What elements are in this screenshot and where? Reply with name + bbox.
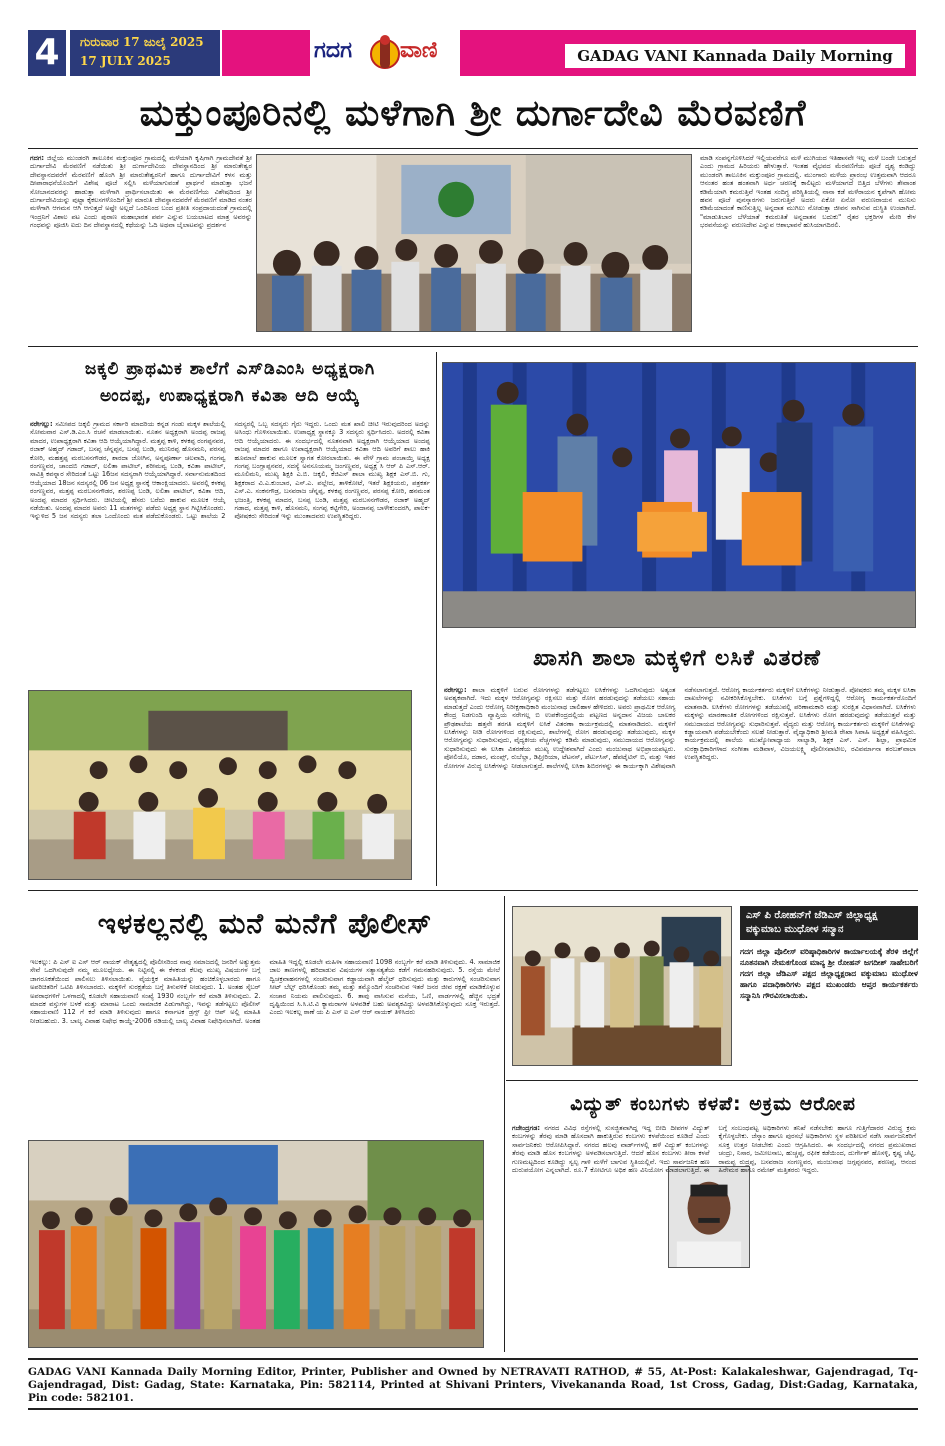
article-sdmc-body <box>30 420 430 680</box>
logo-word-right: ವಾಣಿ <box>400 38 438 63</box>
headline-electric: ವಿದ್ಯುತ್ ಕಂಬಗಳು ಕಳಪೆ: ಅಕ್ರಮ ಆರೋಪ <box>570 1093 856 1115</box>
photo-sp-honour <box>512 906 732 1066</box>
issue-date <box>70 30 220 76</box>
dateline: ಗದಗ: <box>30 154 45 162</box>
headline-sdmc <box>28 356 432 410</box>
headline-vaccine: ಖಾಸಗಿ ಶಾಲಾ ಮಕ್ಕಳಿಗೆ ಲಸಿಕೆ ವಿತರಣೆ <box>533 646 821 671</box>
headline-sdmc-line1: ಜಕ್ಕಲಿ ಪ್ರಾಥಮಿಕ ಶಾಲೆಗೆ ಎಸ್‌ಡಿಎಂಸಿ ಅಧ್ಯಕ್ಷರಾಗಿ <box>84 359 376 379</box>
photo-sdmc-members <box>28 690 412 880</box>
article-durgadevi-left <box>30 154 252 338</box>
honour-article <box>740 906 918 1001</box>
dateline: ನರೇಗಲ್ಲು: <box>444 686 467 694</box>
headline-durgadevi: ಮಕ್ತುಂಪೂರಿನಲ್ಲಿ ಮಳೆಗಾಗಿ ಶ್ರೀ ದುರ್ಗಾದೇವಿ ಮೆರವಣಿಗೆ <box>139 93 807 134</box>
logo-word-left: ಗದಗ <box>314 38 353 63</box>
dateline: ನರೇಗಲ್ಲು: <box>30 420 53 428</box>
page-number: 4 <box>28 30 66 76</box>
article-durgadevi-right: ಮಾಡಿ ಸಂಪನ್ನಗೊಳಿಸಿದರೆ ಇಲ್ಲಿಯವರೆಗೂ ಮಳೆ ಮುಗಿಯದ ಇತಿಹಾಸವೇ ಇಲ್ಲ ಮಳೆ ಬಂದೇ ಬರುತ್ತದೆ ಎಂದು ಗ್ರಾಮದ ಹಿರಿಯರು ಹೇಳುತ್ತಾರೆ. ಇಂತಹ ವೈಭವದ ಮೆರವಣಿಗೆಯ ಪೂಜೆ ದೃಶ್ಯ ಕಂಡಿದ್ದು ಮುಂಡರಗಿ ತಾಲೂಕಿನ ಮಕ್ತುಂಪೂರ ಗ್ರಾಮದಲ್ಲಿ. ಮುಂಗಾರು ಮಳೆಯ ಪ್ರಾರಂಭ ಉತ್ತಮವಾಗಿ ಆದರೂ ಆನಂತರ ಹಂತ ಹಂತವಾಗಿ ಅರ್ಧ ಚರಣಕ್ಕೆ ಕಾಲಿಟ್ಟರು ಮಳೆಯಾಗದೆ ಬಿತ್ತಿದ ಬೆಳೆಗಳು ತೇವಾಂಶ ಕಡಿಮೆಯಾಗಿ ಕಮರುತ್ತಿವೆ ಇಂತಹ ಸಂದಿಗ್ಧ ಪರಿಸ್ಥಿತಿಯಲ್ಲಿ ನಾನಾ ಕಡೆ ಮಳೆರಾಯನ ಕೃಪೆಗಾಗಿ ಹೋಮ ಹವನ ಪೂಜೆ ಪುನಸ್ಕಾರಗಳು ಜರುಗುತ್ತಿವೆ ಅದರು ಏಕೋ ಏನೋ ವರುಣರಾಯನ ಮುನಿಸು ಕಡಿಮೆಯಾದಂತೆ ಕಾಣಿಸುತ್ತಿಲ್ಲ ಅನ್ನದಾತ ಮುಗಿಲು ನೋಡುತ್ತಾ ಜೀವನ ಸಾಗಿಸುವ ದುಸ್ಥಿತಿ ಉಂಟಾಗಿದೆ. "ಮಾಡುತಿಬಾರ ಬೆಳೆಯಾತೆ ಕಮರುತಿತೆ ಅನ್ನದಾತನ ಬದುಕು" ರೈತರ ಭಕ್ತರಿಗಳ ಮೇರಿ ಕೇಳ ಭರವಸೆಯನ್ನು ವರುಣದೇವ ಎನ್ನುವ ಆಶಾಭಾವನೆ ಹುಸಿಯಾಗದಿರಲಿ. <box>700 154 916 230</box>
headline-sdmc-line2: ಅಂದಪ್ಪ, ಉಪಾಧ್ಯಕ್ಷರಾಗಿ ಕವಿತಾ ಆದಿ ಆಯ್ಕೆ <box>99 386 361 406</box>
article-electric-body <box>512 1124 916 1350</box>
photo-vaccination-event <box>442 362 916 628</box>
newspaper-logo <box>310 30 460 76</box>
photo-procession <box>256 154 692 332</box>
dateline: ಗಜೇಂದ್ರಗಡ: <box>512 1124 541 1132</box>
article-body: ನಗರದ ವಿವಿಧ ರಸ್ತೆಗಳಲ್ಲಿ ಸುಸಜ್ಜಿತವಾಗಿದ್ದ ಇದ್ದ ಬೀದಿ ದೀಪಗಳ ವಿದ್ಯುತ್ ಕಂಬಗಳನ್ನು ತೆರವು ಮಾಡಿ ಹೊಸದಾಗಿ ಹಾಕುತ್ತಿರುವ ಕಂಬಗಳು ಕಳಪೆಯಿಂದ ಕೂಡಿದೆ ಎಂದು ಸಾರ್ವಜನಿಕರು ಆರೋಪಿಸಿದ್ದಾರೆ. ನಗರದ ಹಲವು ವಾರ್ಡ್‌ಗಳಲ್ಲಿ ಹಳೆ ವಿದ್ಯುತ್ ಕಂಬಗಳನ್ನು ತೆರವು ಮಾಡಿ ಹೊಸ ಕಂಬಗಳನ್ನು ಅಳವಡಿಸಲಾಗುತ್ತಿದೆ. ಆದರೆ ಹೊಸ ಕಂಬಗಳು ತೀರಾ ಕಳಪೆ ಗುಣಮಟ್ಟದಿಂದ ಕೂಡಿದ್ದು ಸ್ವಲ್ಪ ಗಾಳಿ ಮಳೆಗೆ ಬಾಗುವ ಸ್ಥಿತಿಯಲ್ಲಿವೆ. ಇದು ಸಾರ್ವಜನಿಕ ಹಣ ದುರುಪಯೋಗ ಎನ್ನಲಾಗಿದೆ. ರೂ.7 ಕೋಟಿಗೂ ಅಧಿಕ ಹಣ ವಿನಿಯೋಗ ಮಾಡಲಾಗುತ್ತಿದೆ. ಈ ಬಗ್ಗೆ ಸಂಬಂಧಪಟ್ಟ ಅಧಿಕಾರಿಗಳು ತನಿಖೆ ನಡೆಸಬೇಕು ಹಾಗೂ ಗುತ್ತಿಗೆದಾರರ ವಿರುದ್ಧ ಕ್ರಮ ಕೈಗೊಳ್ಳಬೇಕು. ಜೆಸ್ಕಾಂ ಹಾಗೂ ಪುರಸಭೆ ಅಧಿಕಾರಿಗಳು ಸ್ಥಳ ಪರಿಶೀಲನೆ ನಡೆಸಿ ಸಾರ್ವಜನಿಕರಿಗೆ ಸೂಕ್ತ ಉತ್ತರ ನೀಡಬೇಕು ಎಂದು ಆಗ್ರಹಿಸಿದರು. ಈ ಸಂದರ್ಭದಲ್ಲಿ ನಗರದ ಪ್ರಮುಖರಾದ ಚಂದ್ರು, ನಿಸಾರ, ಜಮೀಲಸಾಬ, ಹುಚ್ಚಪ್ಪ, ರಫೀಕ ಕಡೆಯಿಂದ, ದುರ್ಗೇಶ್ ಹೊಸಳ್ಳಿ, ಕೃಷ್ಣ ಚೆಟ್ಟಿ, ರಾಮಪ್ಪ ರುದ್ರಪ್ಪ, ಬಸವರಾಜ ಸಂಗಣ್ಣವರ, ಮಂಜುನಾಥ ಜಗ್ಗಪ್ಪನವರ, ಶರಣಪ್ಪ, ಆನಂದ ಹಿರೇಮಠ ಹಾಗೂ ರಮೇಶ್ ಮತ್ತಿತರರು ಇದ್ದರು. <box>512 1124 916 1175</box>
article-police-body: ಇಲಕಲ್ಲು: ಪಿ ಎಸ್ ಐ ಎಸ್ ಆರ್ ನಾಯಕ್ ನೇತೃತ್ವದಲ್ಲಿ ಪೊಲೀಸರಿಂದ ನಾವು ಸಮಾಜದಲ್ಲಿ ಜನರಿಗೆ ಅತ್ಯುತ್ತಮ ಸೇವೆ ಒದಗಿಸುವುದೇ ನಮ್ಮ ಮೂಲಧ್ಯೇಯ. ಈ ನಿಟ್ಟಿನಲ್ಲಿ ಈ ಕೆಳಕಂಡ ಕೆಲವು ಮುಖ್ಯ ವಿಷಯಗಳ ಬಗ್ಗೆ ಜಾಗರೂಕತೆಯಿಂದ ಪಾಲಿಸಲು ತಿಳಿಸಲಾಯಿತು. ವೈಯಕ್ತಿಕ ಮಾಹಿತಿಯನ್ನು ಹಂಚಿಕೊಳ್ಳಬಾರದು ಹಾಗೂ ಅಪರಿಚಿತರಿಗೆ ಒಟಿಪಿ ತಿಳಿಸಬಾರದು. ಮಕ್ಕಳಿಗೆ ಸುರಕ್ಷತೆಯ ಬಗ್ಗೆ ತಿಳುವಳಿಕೆ ನೀಡುವುದು. 1. ಅಂತಹ ಸೈಬರ್ ಅಪರಾಧಗಳಿಗೆ ಒಳಗಾದಲ್ಲಿ ಕೂಡಲೇ ಸಹಾಯವಾಣಿ ಸಂಖ್ಯೆ 1930 ನಂಬ್ಬರ್ಗೆ ಕರೆ ಮಾಡಿ ತಿಳಿಸುವುದು. 2. ಮಾದಕ ವಸ್ತುಗಳ ಬಳಕೆ ಮತ್ತು ಮಾರಾಟ ಒಂದು ಸಾಮಾಜಿಕ ಪಿಡುಗಾಗಿದ್ದು, ಇವನ್ನು ತಡೆಗಟ್ಟಲು ಪೊಲೀಸ್ ಸಹಾಯವಾಣಿ 112 ಗೆ ಕರೆ ಮಾಡಿ ತಿಳಿಸುವುದು ಹಾಗೂ ಕರ್ನಾಟಕ ಡ್ರಗ್ಸ್ ಫ್ರೀ ಆಪ್ ಅಲ್ಲಿ ಮಾಹಿತಿ ನೀಡಬಹುದು. 3. ಬಾಲ್ಯ ವಿವಾಹ ನಿಷೇಧ ಕಾಯ್ದೆ-2006 ರಡಿಯಲ್ಲಿ ಬಾಲ್ಯ ವಿವಾಹ ನಿಷೇಧಿಸಲಾಗಿದೆ. ಅಂತಹ ಮಾಹಿತಿ ಇದ್ದಲ್ಲಿ ಕೂಡಲೇ ಮಹಿಳಾ ಸಹಾಯವಾಣಿ 1098 ನಂಬ್ಬರ್ಗೆ ಕರೆ ಮಾಡಿ ತಿಳಿಸುವುದು. 4. ಸಾಮಾಜಿಕ ಜಾಲ ತಾಣಗಳಲ್ಲಿ ಹರಿದಾಡುವ ವಿಷಯಗಳ ಸತ್ಯಾಸತ್ಯತೆಯ ಕಡೆಗೆ ಗಮನಹರಿಸುವುದು. 5. ರಸ್ತೆಯ ಮೇಲೆ ದ್ವಿಚಕ್ರವಾಹನಗಳಲ್ಲಿ ಸಂಚರಿಸುವಾಗ ಕಡ್ಡಾಯವಾಗಿ ಹೆಲ್ಮೆಟ್ ಧರಿಸುವುದು ಮತ್ತು ಕಾರುಗಳಲ್ಲಿ ಸಂಚರಿಸುವಾಗ ಸೀಟ್ ಬೆಲ್ಟ್ ಧರಿಸಿಕೊಂಡು ತಮ್ಮ ಮತ್ತು ತಮ್ಮೊಂದಿಗೆ ಸಂಚರಿಸುವ ಇತರೆ ಜನರ ಜೀವ ರಕ್ಷಣೆ ಮಾಡಿಕೊಳ್ಳುವ ಸಂಚಾರ ನಿಯಮ ಪಾಲಿಸುವುದು. 6. ತಾವು ವಾಸಿಸುವ ಮನೆಯ, ಓಣಿ, ವಾರ್ಡಗಳಲ್ಲಿ ಹೆಚ್ಚಿನ ಭದ್ರತೆ ದೃಷ್ಟಿಯಿಂದ ಸಿ.ಸಿ.ಟಿ.ವಿ ಕ್ಯಾಮರಾಗಳ ಅಳವಡಿಕೆ ಬಹು ಅವಶ್ಯಕವಿದ್ದು ಅಳವಡಿಸಿಕೊಳ್ಳುವುದು ಸೂಕ್ತ ಇರುತ್ತದೆ. ಎಂದು ಇಲಕಲ್ಲ ಠಾಣೆ ಯ ಪಿ ಎಸ್ ಐ ಎಸ್ ಆರ್ ನಾಯಕ್ ತಿಳಿಸಿದರು <box>30 958 500 1025</box>
headline-police: ಇಳಕಲ್ಲನಲ್ಲಿ ಮನೆ ಮನೆಗೆ ಪೊಲೀಸ್ <box>97 907 433 940</box>
newspaper-brand: GADAG VANI Kannada Daily Morning <box>565 44 905 68</box>
photo-police-outreach <box>28 1140 484 1348</box>
article-vaccine-body <box>444 686 916 882</box>
headline-honour: ಎಸ್ ಪಿ ರೋಹನ್‌ಗೆ ಜೆಡಿಎಸ್ ಜಿಲ್ಲಾಧ್ಯಕ್ಷ ವಕ್ಕುಮಾಬ ಮುಧೋಳ ಸನ್ಮಾನ <box>740 906 918 940</box>
publisher-imprint: GADAG VANI Kannada Daily Morning Editor, Printer, Publisher and Owned by NETRAVATI RATHOD, # 55, At-Post: Kalakaleshwar, Gajendragad, Tq-Gajendragad, Dist: Gadag, State: Karnataka, Pin: 582114, Printed at Shivani Printers, Vivekananda Road, 1st Cross, Gadag, Dist:Gadag, Karnataka, Pin code: 582101. <box>28 1366 918 1404</box>
issue-date-kannada: ಗುರುವಾರ 17 ಜುಲೈ 2025 <box>80 35 204 49</box>
issue-date-english: 17 JULY 2025 <box>80 54 171 68</box>
honour-caption: ಗದಗ ಜಿಲ್ಲಾ ಪೊಲೀಸ್ ವರಿಷ್ಠಾಧಿಕಾರಿಗಳ ಕಾರ್ಯಾಲಯಕ್ಕೆ ತೆರಳಿ ಜಿಲ್ಲೆಗೆ ನೂತನವಾಗಿ ನೇಮಕಗೊಂಡ ಮಾನ್ಯ ಶ್ರೀ ರೋಹನ್ ಜಗದೀಶ್ ಸಾಹೇಬರಿಗೆ ಗದಗ ಜಿಲ್ಲಾ ಜೆಡಿಎಸ್ ಪಕ್ಷದ ಜಿಲ್ಲಾಧ್ಯಕ್ಷರಾದ ವಕ್ಕುಮಾಬ ಮುಧೋಳ ಹಾಗೂ ಪದಾಧಿಕಾರಿಗಳು ಪಕ್ಷದ ಮುಖಂಡರು ಆಪ್ತರ ಕಾರ್ಯಕರ್ತರು ಸನ್ಮಾನಿಸಿ ಗೌರವಿಸಲಾಯಿತು. <box>740 947 918 1000</box>
article-body: ಸಮೀಪದ ಜಕ್ಕಲಿ ಗ್ರಾಮದ ಸರ್ಕಾರಿ ಮಾದರಿಯ ಕನ್ನಡ ಗಂಡು ಮಕ್ಕಳ ಶಾಲೆಯಲ್ಲಿ ಸೋಮವಾರ ಎಸ್.ಡಿ.ಎಂ.ಸಿ ರಚನೆ ಮಾಡಲಾಯಿತು. ನೂತನ ಅಧ್ಯಕ್ಷರಾಗಿ ಅಂದಪ್ಪ ರಾಜಪ್ಪ ಮಾದರ, ಉಪಾಧ್ಯಕ್ಷರಾಗಿ ಕವಿತಾ ಆದಿ ಆಯ್ಕೆಯಾಗಿದ್ದಾರೆ. ಮತ್ತಪ್ಪ ಕಾಳಿ, ಕಳಕಪ್ಪ ರಂಗಪ್ಪನವರ, ರಜಾಕ್ ಅಹ್ಮದ್ ಗಡಾದ್, ಬಸಪ್ಪ ಚೆನ್ನಪ್ಪನ, ಬಸಪ್ಪ ಬಂಡಿ, ಮುನಿರಪ್ಪ ಹೊಸಮನಿ, ಪರಸಪ್ಪ ಕೋರಿ, ಮಹತ್ತಪ್ಪ ಮರಬಸನಗೌಡರ, ಶಾರದಾ ಜೋಗಿನ, ಅನ್ನಪೂರ್ಣಾ ಚಲವಾದಿ, ಗಂಗವ್ವ ರಂಗಣ್ಣವರ, ಚಾಂದಬಿ ಗಡಾದ್, ಲಲಿತಾ ಪಾಟೀಲ್, ಶರೀಮವ್ವ ಬಂಡಿ, ಕವಿತಾ ಪಾಟೀಲ್, ಸಾವಿತ್ರಿ ಕವನ್ನಾರ ಸೇರಿದಂತೆ ಒಟ್ಟು 16ಜನ ಸದಸ್ಯರಾಗಿ ಆಯ್ಕೆಯಾಗಿದ್ದಾರೆ. ಸರ್ವಾನುಮತದಿಂದ ಆಯ್ಕೆಯಾದ 18ಜನ ಸದಸ್ಯರಲ್ಲಿ 06 ಜನ ಅಧ್ಯಕ್ಷ ಸ್ಥಾನಕ್ಕೆ ಆಕಾಂಕ್ಷಿಯಾದರು. ಅವರಲ್ಲಿ ಕಳಕಪ್ಪ ರಂಗಣ್ಣವರ, ಮತ್ತಪ್ಪ ಮರಬಸನಗೌಡರ, ಶರಣಪ್ಪ ಬಂಡಿ, ಲಲಿತಾ ಪಾಟೀಲ್, ಕವಿತಾ ಆದಿ, ಅಂದಪ್ಪ ಮಾದರ ಸ್ಪರ್ಧಿಸಿದರು. ಚೀಟಿಯಲ್ಲಿ ಹೆಸರು ಬರೆದು ಹಾಕುವ ಮೂಲಕ ಆಯ್ಕೆ ನಡೆಯಿತು. ಅಂದಪ್ಪ ಮಾದರ ಅವರು 11 ಮತಗಳನ್ನು ಪಡೆದು ಅಧ್ಯಕ್ಷ ಸ್ಥಾನ ಗಿಟ್ಟಿಸಿಕೊಂಡರು. ಇನ್ನುಳಿದ 5 ಜನ ಸದಸ್ಯರು ತಲಾ ಒಂದೊಂದು ಮತ ಪಡೆದುಕೊಂಡರು. ಒಟ್ಟು ಶಾಲೆಯ 2 ಸದಸ್ಯರಲ್ಲಿ ಒಬ್ಬ ಸದಸ್ಯರು ಗೈರು ಇದ್ದರು. ಒಂದು ಮತ ಖಾಲಿ ಚೀಟಿ ಇರುವುದರಿಂದ ಅದನ್ನು ಅಸಿಂಧು ಗೊಳಿಸಲಾಯಿತು. ಉಪಾಧ್ಯಕ್ಷ ಸ್ಥಾನಕ್ಕೂ 3 ಸದಸ್ಯರು ಸ್ಪರ್ಧಿಸಿದರು. ಅದರಲ್ಲಿ ಕವಿತಾ ಆದಿ ಆಯ್ಕೆಯಾದರು. ಈ ಸಂದರ್ಭದಲ್ಲಿ ನೂತನವಾಗಿ ಅಧ್ಯಕ್ಷರಾಗಿ ಆಯ್ಕೆಯಾದ ಅಂದಪ್ಪ ರಾಜಪ್ಪ ಮಾದರ ಹಾಗೂ ಉಪಾಧ್ಯಕ್ಷರಾಗಿ ಆಯ್ಕೆಯಾದ ಕವಿತಾ ಆದಿ ಅವರಿಗೆ ಶಾಲು ಹಾಕಿ ಹೂಮಾಲೆ ಹಾಕುವ ಮೂಲಕ ಸ್ವಾಗತ ಕೋರಲಾಯಿತು. ಈ ವೇಳೆ ಗ್ರಾಮ ಪಂಚಾಯ್ತಿ ಅಧ್ಯಕ್ಷ ಗಂಗಪ್ಪ ಬಂಗ್ಲಾಪ್ಪನವರ, ಸದಸ್ಯೆ ಅನಸೂಯಮ್ಮ ಜಂಗಣ್ಣವರ, ಅಧ್ಯಕ್ಷ ಸಿ ಆರ್ ಪಿ ಎಸ್.ಆರ್. ಮೂಲಿಮನಿ, ಮುಖ್ಯ ಶಿಕ್ಷಕಿ ಎ.ಬಿ. ಜಕ್ಕಲಿ, ಕೆಜಿಎಸ್ ಶಾಲಾ ಮುಖ್ಯ ಶಿಕ್ಷಕ ಎಸ್.ಬಿ. ಗು, ಶಿಕ್ಷಕರಾದ ವಿ.ಎ.ಕುಂಬಾರ, ಎಸ್.ಎ. ಪಲ್ಲೇದ, ತಾಳಿಕೋಟೆ, ಇತರೆ ಶಿಕ್ಷಕಿಯರು, ಪತ್ರಕರ್ತ ಎಸ್.ಎ. ಸಂಕನಗೌಡ್ರ, ಬಸವರಾಜ ಚೆನ್ನಪ್ಪ, ಕಳಕಪ್ಪ ರಂಗಣ್ಣವರ, ಪರಸಪ್ಪ ಕೋರಿ, ಹನಮಂತ ಭಜಂತ್ರಿ, ಕಳಕಪ್ಪ ಮಾದರ, ಬಸಪ್ಪ ಬಂಡಿ, ಮತ್ತಪ್ಪ ಮರಬಸನಗೌಡರ, ರಜಾಕ್ ಅಹ್ಮದ್ ಗಡಾದ, ಮತ್ತಪ್ಪ ಕಾಳಿ, ಹೊಸಮನಿ, ಸಂಗಪ್ಪ ಕಟ್ಟಿಗೇರಿ, ಅಂದಾನಪ್ಪ ಬಾಳೇಕುಂದರಗಿ, ಪಾಲಕ-ಪೋಷಕರು ಸೇರಿದಂತೆ ಇನ್ನು ಮುಂತಾದವರು ಉಪಸ್ಥಿತರಿದ್ದರು. <box>30 420 430 521</box>
article-body: ಜಿಲ್ಲೆಯ ಮುಂಡರಗಿ ತಾಲೂಕಿನ ಮಕ್ತುಂಪೂರ ಗ್ರಾಮದಲ್ಲಿ ಮಳೆಯಾಗಿ ಕೃಷಿಗಾಗಿ ಗ್ರಾಮದೇವತೆ ಶ್ರೀ ದುರ್ಗಾದೇವಿ ಮೆರವಣಿಗೆ ನಡೆಯಿತು ಶ್ರೀ ದುರ್ಗಾದೇವಿಯ ದೇವಸ್ಥಾನದಿಂದ ಶ್ರೀ ಮಾರುತೇಶ್ವರ ದೇವಸ್ಥಾನದವರೆಗೆ ಮೆರವಣಿಗೆ ಹೊಂಗಿ ಶ್ರೀ ಮಾರುತೇಶ್ವರನಿಗೆ ಹಾಗೂ ದುರ್ಗಾದೇವಿಗೆ ಕಳಸ ಮತ್ತು ದೀಪಾರಾಧನೆಯೊಂದಿಗೆ ವಿಶೇಷ ಪೂಜೆ ಸಲ್ಲಿಸಿ ಮಳೆಯಾಗುವಂತೆ ಪ್ರಾರ್ಥನೆ ಮಾಡುತ್ತಾ ಭಜನೆ ಸೋಬಾನದವರನ್ನು ಹಾಡುತ್ತಾ ಮಳೆಗಾಗಿ ಪ್ರಾರ್ಥಿಸಲಾಯಿತು ಈ ಮೆರವಣಿಗೆಯ ವಿಶೇಷದಿಂದ ಶ್ರೀ ದುರ್ಗಾದೇವಿಯನ್ನು ಪುಟ್ಟಾ ಕೈಕಲಸಗಳೊಂದಿಗೆ ಶ್ರೀ ಮಾರುತಿ ದೇವಸ್ಥಾನದವರೆಗೆ ಮೆರವಣಿಗೆ ಮಾಡಿದ ನಂತರ ಮಳೆಗಾಗಿ ಆಗಮನ ಆಗಿ ಆಗುತ್ತದೆ ಅಷ್ಟೇ ಅಲ್ಲದೆ ಒಂದಿನಿಂದ ಬಂದ ಪ್ರತೀತಿ ಸಂಪ್ರದಾಯದಂತೆ ಗ್ರಾಮದಲ್ಲಿ ಇಂದ್ರನಿಗೆ ವಿಶಾಲ ಪಟ ಎಂದು ಪುರಾಣ ಮಹಾಭಾರತ ಪರ್ವ ಎನ್ನುವ ಬಯಲಾಟದ ಮಾತ್ರ ಅವರನ್ನು ಗಂಧವನ್ನು ಪೂಜಿಸಿ ಐದು ದಿನ ದೇವಸ್ಥಾನದಲ್ಲಿ ಕಥೆಯನ್ನು ಓದಿ ಅಥವಾ ಬೈಲಾಟವನ್ನು ಪ್ರದರ್ಶನ <box>30 154 252 230</box>
article-body: ಶಾಲಾ ಮಕ್ಕಳಿಗೆ ಬರುವ ರೋಗಗಳನ್ನು ತಡೆಗಟ್ಟಲು ಲಸಿಕೆಗಳನ್ನು ಒದಗಿಸುವುದು ಅತ್ಯಂತ ಅವಶ್ಯಕವಾಗಿದೆ. ಇದು ಮಕ್ಕಳ ಆರೋಗ್ಯವನ್ನು ರಕ್ಷಿಸಲು ಮತ್ತು ರೋಗ ಹರಡುವುದನ್ನು ತಡೆಯಲು ಸಹಾಯ ಮಾಡುತ್ತದೆ ಎಂದು ಆರೋಗ್ಯ ನಿರೀಕ್ಷಣಾಧಿಕಾರಿ ಮಂಜುನಾಥ ಜಾಲಿಹಾಳ ಹೇಳಿದರು. ಅವರು ಪ್ರಾಥಮಿಕ ಆರೋಗ್ಯ ಕೇಂದ್ರ ನಿಡಗುಂದಿ ವ್ಯಾಪ್ತಿಯ ನರೇಗಲ್ಲ ಬಿ ಉಪಕೇಂದ್ರದಲ್ಲಿಯ ಪಟ್ಟಣದ ಅನ್ನದಾನ ವಿಜಯ ಬಾಲಕರ ಪ್ರೌಢಶಾಲೆಯ ಹತ್ತನೇ ತರಗತಿ ಮಕ್ಕಳಿಗೆ ಲಸಿಕೆ ವಿತರಣಾ ಕಾರ್ಯಕ್ರಮದಲ್ಲಿ ಮಾತನಾಡಿದರು. ಮಕ್ಕಳಿಗೆ ಲಸಿಕೆಗಳನ್ನು ನೀಡಿ ರೋಗಗಳಿಂದ ರಕ್ಷಿಸುವುದು, ಶಾಲೆಗಳಲ್ಲಿ ರೋಗ ಹರಡುವುದನ್ನು ತಡೆಯುವುದು, ಮಕ್ಕಳ ಆರೋಗ್ಯವನ್ನು ಸುಧಾರಿಸುವುದು, ವೈದ್ಯಕೀಯ ವೆಚ್ಚಗಳನ್ನು ಕಡಿಮೆ ಮಾಡುವುದು, ಸಮುದಾಯದ ಆರೋಗ್ಯವನ್ನು ಸುಧಾರಿಸುವುದು ಈ ಲಸಿಕಾ ವಿತರಣೆಯ ಮುಖ್ಯ ಉದ್ದೇಶವಾಗಿದೆ ಎಂದು ಮಂಜುನಾಥ ಅಭಿಪ್ರಾಯಪಟ್ಟರು. ಪೋಲಿಯೊ, ದಡಾರ, ಮಂಪ್ಸ್, ರುಬೆಲ್ಲಾ, ಡಿಫ್ತೀರಿಯಾ, ಟೆಟನಸ್, ಪೆರ್ಟುಸಿಸ್, ಹೆಪಟೈಟಿಸ್ ಬಿ, ಮತ್ತು ಇತರ ರೋಗಗಳ ವಿರುದ್ಧ ಲಸಿಕೆಗಳನ್ನು ನೀಡಲಾಗುತ್ತದೆ. ಶಾಲೆಗಳಲ್ಲಿ ಲಸಿಕಾ ಶಿಬಿರಗಳನ್ನು ಈ ಕಾರ್ಯಕ್ಕಾಗಿ ವಿಶೇಷವಾಗಿ ನಡೆಸಲಾಗುತ್ತದೆ. ಆರೋಗ್ಯ ಕಾರ್ಯಕರ್ತರು ಮಕ್ಕಳಿಗೆ ಲಸಿಕೆಗಳನ್ನು ನೀಡುತ್ತಾರೆ. ಪೋಷಕರು ತಮ್ಮ ಮಕ್ಕಳ ಲಸಿಕಾ ದಾಖಲೆಗಳನ್ನು ನವೀಕರಿಸಿಕೊಳ್ಳಬೇಕು. ಲಸಿಕೆಗಳು ಬಗ್ಗೆ ಪ್ರಶ್ನೆಗಳಿದ್ದಲ್ಲಿ ಆರೋಗ್ಯ ಕಾರ್ಯಕರ್ತರೊಂದಿಗೆ ಮಾತನಾಡಿ. ಲಸಿಕೆಗಳು ರೋಗಗಳನ್ನು ತಡೆಯುವಲ್ಲಿ ಪರಿಣಾಮಕಾರಿ ಮತ್ತು ಸುರಕ್ಷಿತ ವಿಧಾನವಾಗಿದೆ. ಲಸಿಕೆಗಳು ಮಕ್ಕಳನ್ನು ಮಾರಣಾಂತಿಕ ರೋಗಗಳಿಂದ ರಕ್ಷಿಸುತ್ತವೆ. ಲಸಿಕೆಗಳು ರೋಗ ಹರಡುವುದನ್ನು ತಡೆಯುತ್ತವೆ ಮತ್ತು ಸಮುದಾಯದ ಆರೋಗ್ಯವನ್ನು ಸುಧಾರಿಸುತ್ತವೆ. ವೈದ್ಯರು ಮತ್ತು ಆರೋಗ್ಯ ಕಾರ್ಯಕರ್ತರು ಮಕ್ಕಳಿಗೆ ಲಸಿಕೆಗಳನ್ನು ಕಡ್ಡಾಯವಾಗಿ ಪಡೆಯಬೇಕೆಂದು ಸಲಹೆ ನೀಡುತ್ತಾರೆ. ವೈದ್ಯಾಧಿಕಾರಿ ಶ್ರೀಮತಿ ರೇಖಾ ಸಿಪಾಹಿ ಅಧ್ಯಕ್ಷತೆ ವಹಿಸಿದ್ದರು. ಕಾರ್ಯಕ್ರಮದಲ್ಲಿ ಶಾಲೆಯ ಮುಖ್ಯೋಪಾಧ್ಯಾಯ ಸಾಲ್ಯಾಡಿ, ಶಿಕ್ಷಕ ಎಸ್. ಎಸ್. ಶಿಲ್ಪಾ, ಪ್ರಾಥಮಿಕ ಸುರಕ್ಷಾಧಿಕಾರಿಗಳಾದ ಸಂಗೀತಾ ಮಡಿವಾಳ, ವಿಜಯಲಕ್ಷ್ಮಿ ಪೊಲೀಸಪಾಟೀಲ, ರವಿವರ್ಮಾನಾ ಶರಬತ್‌ವಾಲಾ ಉಪಸ್ಥಿತರಿದ್ದರು. <box>444 686 916 770</box>
